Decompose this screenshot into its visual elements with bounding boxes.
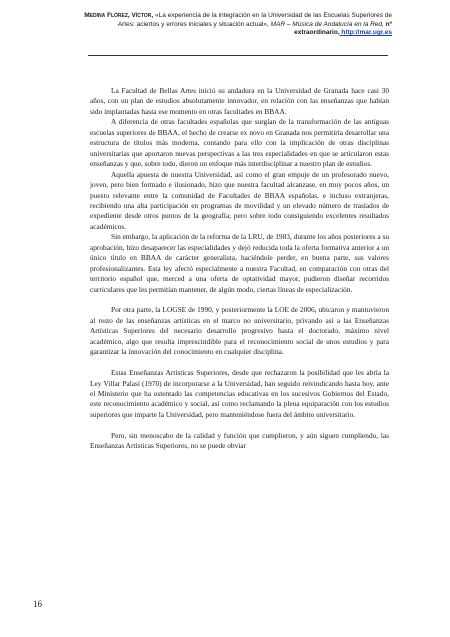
header-article-title: «La experiencia de la integración en la Universidad de las Escuelas Superiores de Artes: aciertos y errores iniciales y situación actual»,: [117, 12, 392, 28]
header-divider: [88, 55, 388, 56]
paragraph-3: Aquella apuesta de nuestra Universidad, así como el gran empuje de un profesorado nuevo, joven, pero bien formado e ilusionado, hizo que nuestra facultad alcanzase, en muy pocos años, un puesto relevante entre la comunidad de Facultades de BBAA españolas, e incluso extranjeras, recibiendo una alta participación en programas de movilidad y un elevado número de traslados de expediente desde otros puntos de la geografía; pero sobre todo consiguiendo excelentes resultados académicos.: [90, 169, 389, 231]
header-url-link[interactable]: http://mar.ugr.es: [339, 29, 392, 36]
header-journal: MAR – Música de Andalucía en la Red,: [268, 20, 384, 28]
header-author: Medina Flórez, Víctor,: [84, 12, 154, 19]
paragraph-6: Estas Enseñanzas Artísticas Superiores, desde que rechazaron la posibilidad que les abría la Ley Villar Palasí (1970) de incorporarse a la Universidad, han seguido reivindicando hasta hoy, ante el Ministerio que ha ostentado las competencias educativas en los sucesivos Gobiernos del Estado, este reconocimiento académico y social, así como reclamando la plena equiparación con los estudios superiores que imparte la Universidad, pero manteniéndose fuera del ámbito universitario.: [90, 368, 389, 419]
header-edition: nº extraordinario,: [294, 20, 392, 36]
paragraph-7: Pero, sin menoscabo de la calidad y función que cumplieron, y aún siguen cumpliendo, las Enseñanzas Artísticas Superiores, no se puede obviar: [90, 430, 389, 451]
running-header: [72, 12, 392, 38]
paragraph-4: Sin embargo, la aplicación de la reforma de la LRU, de 1983, durante los años posteriores a su aprobación, hizo desaparecer las especialidades y dejó reducida toda la oferta formativa anterior a un único título en BBAA de carácter generalista, haciéndole perder, en buena parte, sus valores profesionalizantes. Esta ley afectó especialmente a nuestra Facultad, en comparación con otras del territorio español que, merced a una oferta de optatividad mayor, pudieron diseñar recorridos curriculares que les permitían mantener, de algún modo, ciertas líneas de especialización.: [90, 232, 389, 294]
page-number: 16: [33, 599, 42, 609]
paragraph-5: Por otra parte, la LOGSE de 1990, y posteriormente la LOE de 2006, ubicaron y mantuvieron al resto de las enseñanzas artísticas en el marco no universitario, privando así a las Enseñanzas Artísticas Superiores del necesario desarrollo progresivo hasta el doctorado, máximo nivel académico, algo que resulta imprescindible para el reconocimiento social de unos estudios y para garantizar la innovación del conocimiento en cualquier disciplina.: [90, 305, 389, 357]
article-body: [90, 86, 389, 452]
paragraph-1: La Facultad de Bellas Artes inició su andadura en la Universidad de Granada hace casi 30 años, con un plan de estudios absolutamente innovador, en relación con las enseñanzas que habían sido implantadas hasta ese momento en otras facultades en BBAA.: [90, 86, 389, 116]
paragraph-2: A diferencia de otras facultades españolas que surgían de la transformación de las antiguas escuelas superiores de BBAA, el hecho de crearse ex novo en Granada nos permitiría desarrollar una estructura de títulos más moderna, contando para ello con la implicación de otras disciplinas universitarias que aportaron nuevas perspectivas a las tres especialidades en que se articularon estas enseñanzas y que, sobre todo, dieron un enfoque más interdisciplinar a nuestro plan de estudios.: [90, 117, 389, 169]
